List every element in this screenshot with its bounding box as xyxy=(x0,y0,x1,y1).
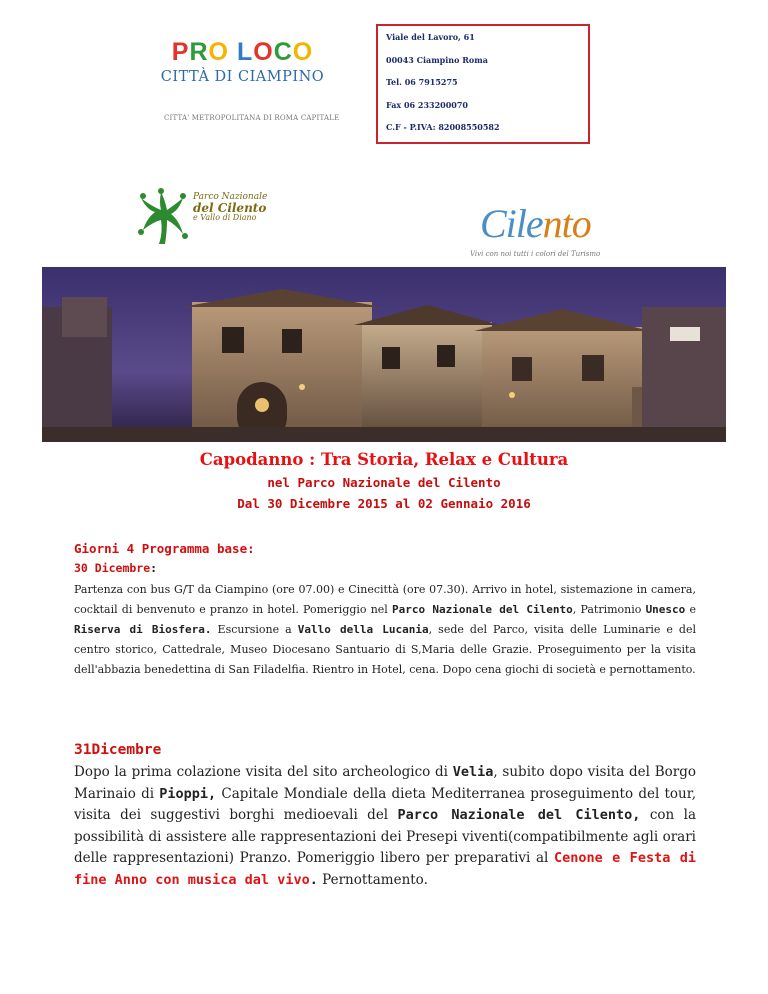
day2-paragraph xyxy=(74,762,696,891)
cilento-logo-part1: Cile xyxy=(480,201,543,246)
proloco-city: CITTÀ DI CIAMPINO xyxy=(160,69,325,85)
bold-text: . xyxy=(309,871,318,888)
address-box xyxy=(376,24,590,144)
cilento-logo-part2: nto xyxy=(542,201,591,246)
day1-paragraph xyxy=(74,580,696,680)
proloco-letter: O xyxy=(208,38,229,66)
bold-text: Vallo della Lucania xyxy=(297,623,429,636)
subtitle-dates: Dal 30 Dicembre 2015 al 02 Gennaio 2016 xyxy=(237,496,531,511)
bold-text: Parco Nazionale del Cilento, xyxy=(397,807,641,823)
text: , subito dopo visita del Borgo Marinaio di xyxy=(74,764,696,802)
metro-label: CITTA' METROPOLITANA DI ROMA CAPITALE xyxy=(164,114,340,122)
proloco-letter: C xyxy=(273,38,293,66)
proloco-title xyxy=(155,38,330,67)
day1-title: 30 Dicembre: xyxy=(74,561,158,575)
fax-line: Fax 06 233200070 xyxy=(386,99,468,110)
text: Pernottamento. xyxy=(317,871,428,888)
bold-text: Riserva di Biosfera. xyxy=(74,623,212,636)
program-heading: Giorni 4 Programma base: xyxy=(74,541,255,556)
proloco-letter: O xyxy=(292,38,314,66)
subtitle-park: nel Parco Nazionale del Cilento xyxy=(267,475,501,490)
text: con la possibilità di assistere alle rappresentazioni dei Presepi viventi(compatibilmente agli orari delle rappresentazioni) Pranzo. Pomeriggio libero per preparativi al xyxy=(74,807,696,866)
village-photo xyxy=(42,267,726,442)
phone-line: Tel. 06 7915275 xyxy=(386,77,458,87)
park-line1: Parco Nazionale xyxy=(193,192,268,202)
text: Partenza con bus G/T da Ciampino (ore 07.00) e Cinecittà (ore 07.30). Arrivo in hotel, sistemazione in camera, cocktail di benvenuto e pranzo in hotel. Pomeriggio nel xyxy=(74,583,696,616)
park-line3: e Vallo di Diano xyxy=(193,213,257,222)
text: Capitale Mondiale della dieta Mediterranea proseguimento del tour, visita dei suggestivi borghi medioevali del xyxy=(74,785,697,823)
proloco-letter: L xyxy=(236,38,254,66)
bold-text: Unesco xyxy=(645,603,686,616)
proloco-letter: O xyxy=(253,38,274,66)
proloco-letter: P xyxy=(171,38,190,66)
text: e xyxy=(685,603,696,616)
day1-title-text: 30 Dicembre xyxy=(74,561,151,575)
highlight-text: Cenone e Festa di fine Anno con musica dal vivo xyxy=(74,850,697,888)
proloco-logo xyxy=(155,38,330,85)
main-title: Capodanno : Tra Storia, Relax e Cultura xyxy=(199,450,569,469)
bold-text: Pioppi, xyxy=(159,785,217,802)
bold-text: Parco Nazionale del Cilento xyxy=(391,603,573,616)
park-logo-text xyxy=(193,193,267,222)
address-line: Viale del Lavoro, 61 xyxy=(386,32,475,42)
address-line: 00043 Ciampino Roma xyxy=(386,54,488,65)
text: Dopo la prima colazione visita del sito archeologico di xyxy=(74,764,453,780)
cilento-logo xyxy=(480,200,591,247)
bold-text: Velia xyxy=(452,764,494,780)
proloco-letter: R xyxy=(189,38,209,66)
cilento-tagline: Vivi con noi tutti i colori del Turismo xyxy=(470,250,601,258)
park-line2: del Cilento xyxy=(193,201,267,215)
text: Escursione a xyxy=(211,623,298,636)
day2-title: 31Dicembre xyxy=(74,742,162,758)
text: , Patrimonio xyxy=(572,603,646,616)
vat-line: C.F - P.IVA: 82008550582 xyxy=(386,122,500,132)
text: , sede del Parco, visita delle Luminarie e del centro storico, Cattedrale, Museo Diocesano Santuario di S,Maria delle Grazie. Proseguimento per la visita dell'abbazia benedettina di San Filadelfia. Rientro in Hotel, cena. Dopo cena giochi di società e pernottamento. xyxy=(74,623,696,676)
